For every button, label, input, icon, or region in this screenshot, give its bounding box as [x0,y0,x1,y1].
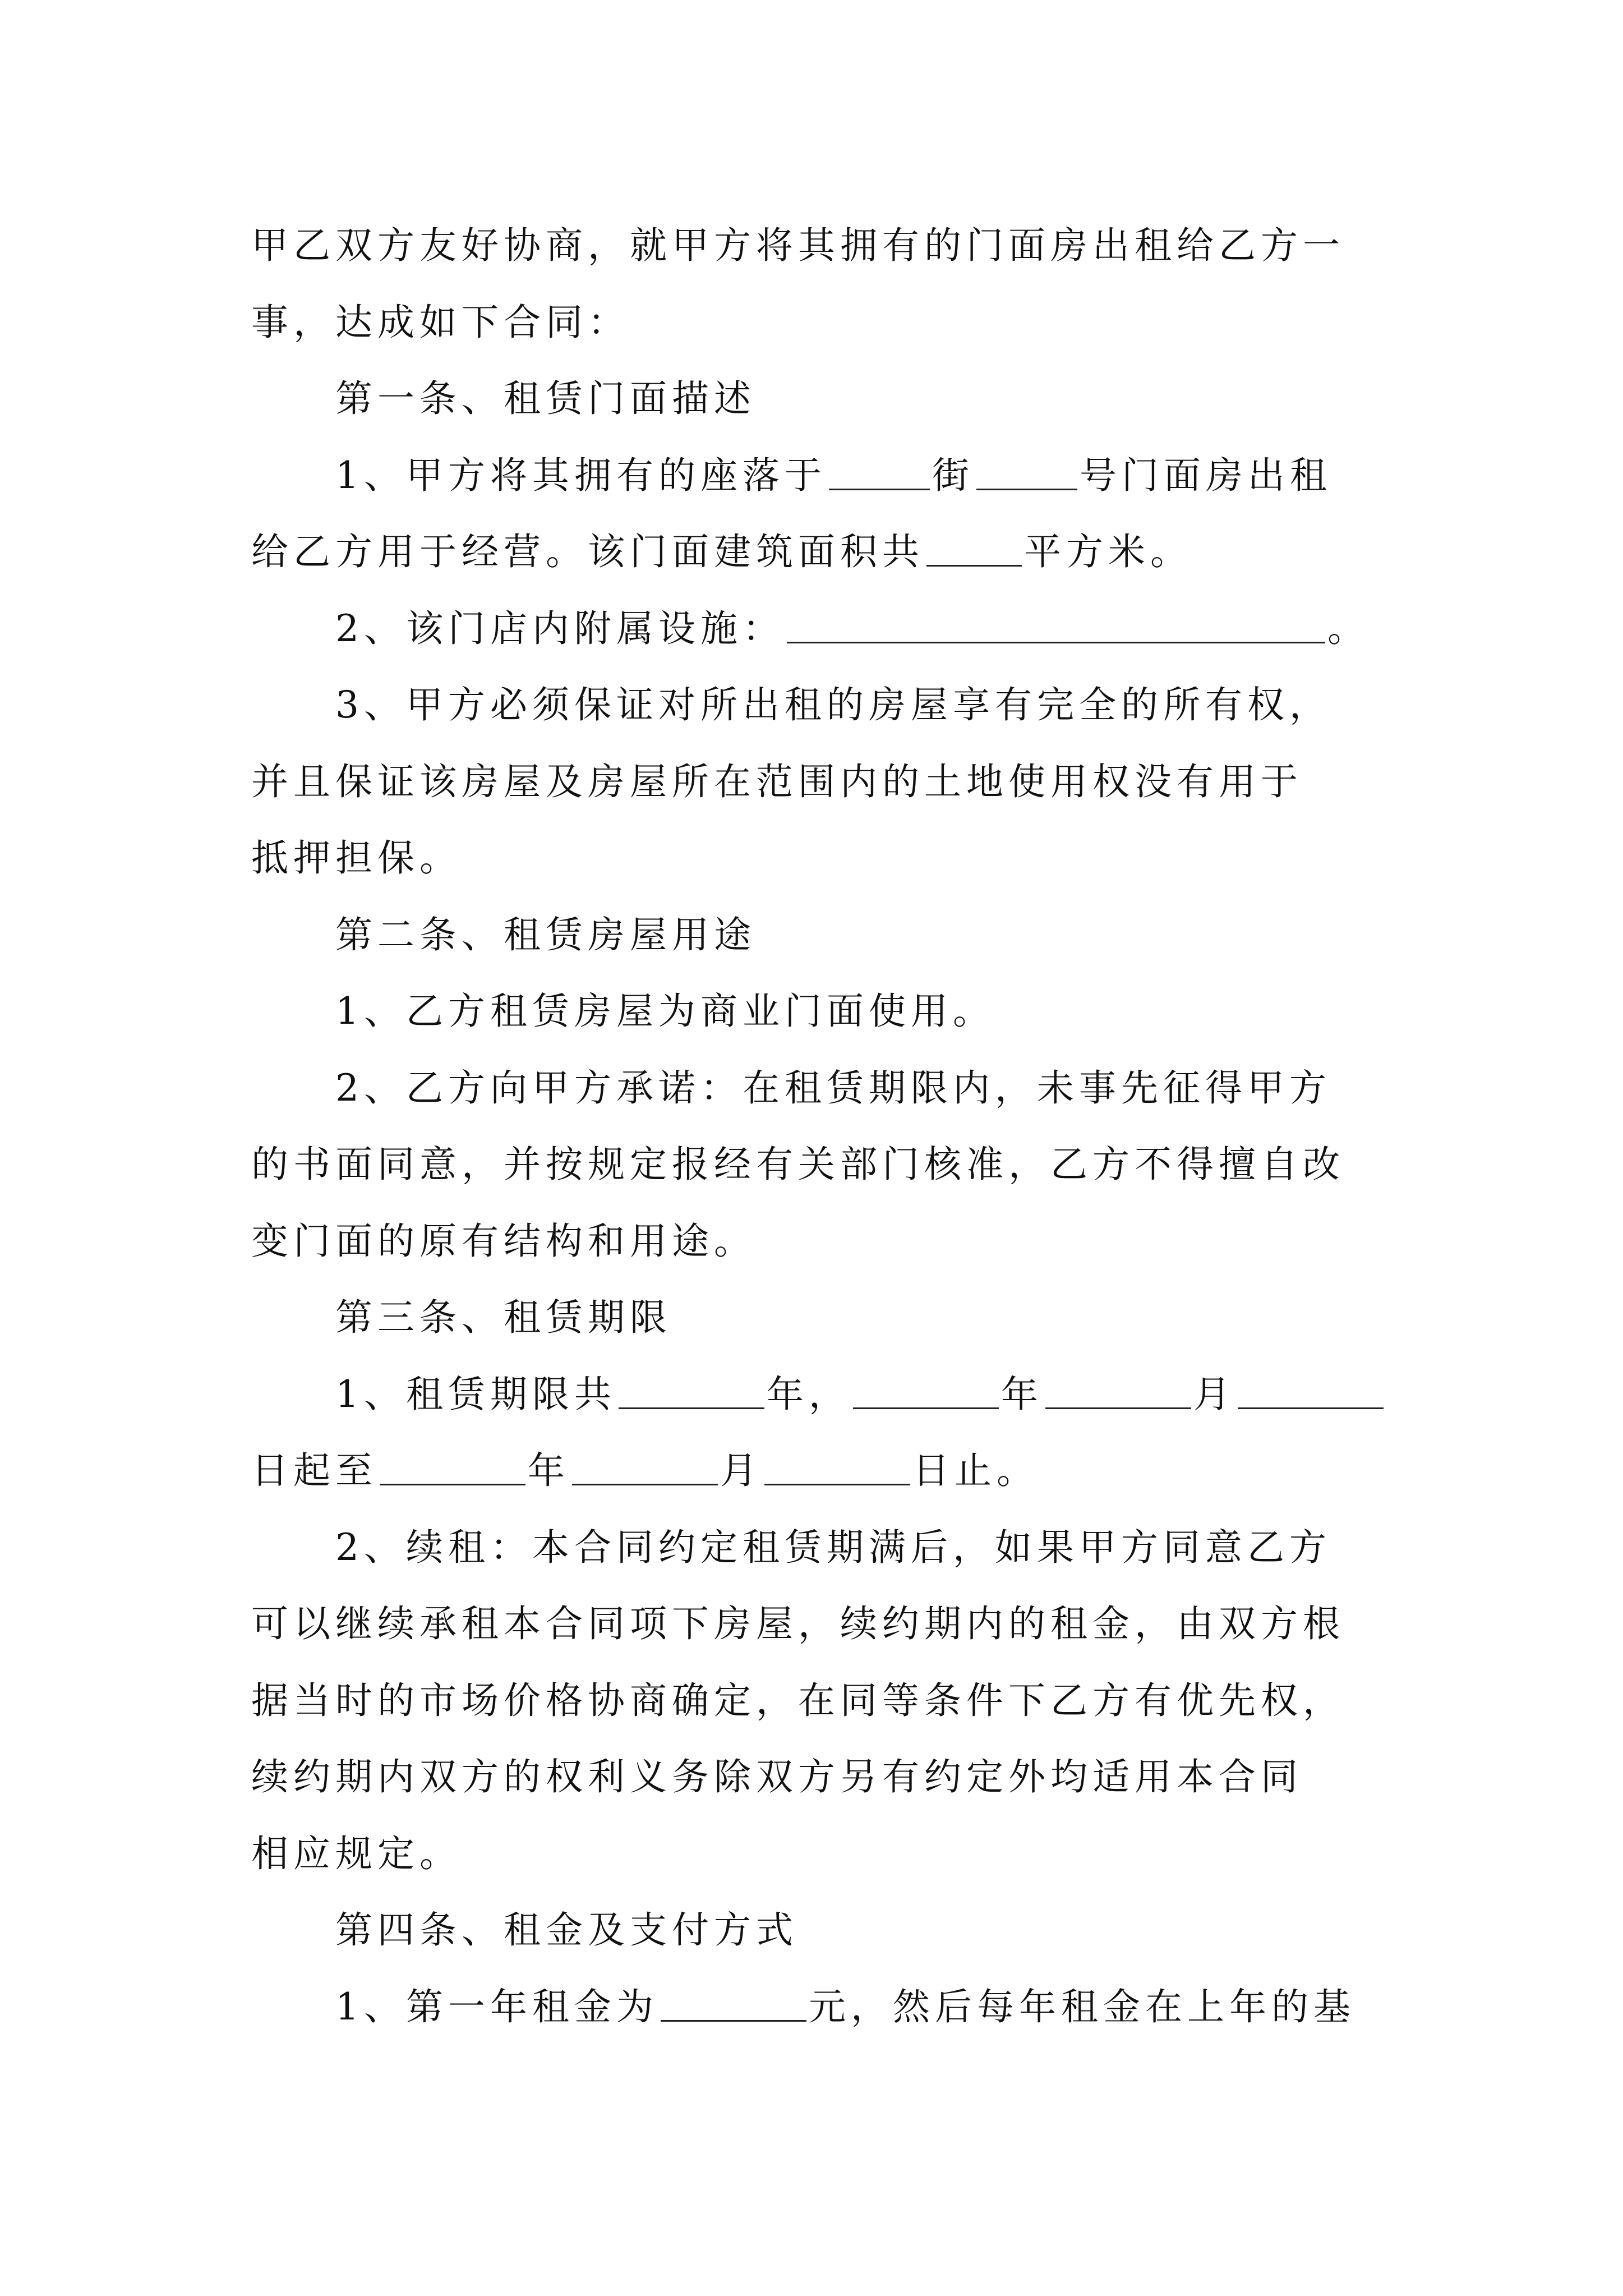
paragraph-line [251,438,1384,514]
article-heading: 第一条、租赁门面描述 [335,377,756,420]
article-heading: 第三条、租赁期限 [335,1296,672,1339]
text-segment: 号门面房出租 [1080,453,1332,497]
paragraph-line [251,1356,1384,1433]
blank-field[interactable] [1045,1368,1191,1409]
text-segment: 元，然后每年租金在上年的基 [809,1985,1355,2028]
paragraph-line: 甲乙双方友好协商，就甲方将其拥有的门面房出租给乙方一 [251,224,1345,267]
text-segment: 日起至 [251,1449,377,1492]
text-segment: 1、租赁期限共 [335,1372,616,1416]
paragraph-line: 可以继续承租本合同项下房屋，续约期内的租金，由双方根 [251,1602,1345,1645]
article-heading: 第四条、租金及支付方式 [335,1908,798,1952]
text-segment: 1、第一年租金为 [335,1985,658,2028]
paragraph-line: 2、续租：本合同约定租赁期满后，如果甲方同意乙方 [335,1525,1331,1569]
blank-field[interactable] [926,526,1022,567]
text-segment: 年 [528,1449,570,1492]
article-heading: 第二条、租赁房屋用途 [335,913,756,956]
text-segment: 年， [767,1372,851,1416]
blank-field[interactable] [787,602,1325,643]
blank-field[interactable] [619,1368,764,1409]
paragraph-line: 并且保证该房屋及房屋所在范围内的土地使用权没有用于 [251,760,1303,803]
paragraph-line [251,1969,1384,2046]
contract-body [251,208,1384,2045]
text-segment: 。 [1327,606,1370,650]
text-segment: 1、甲方将其拥有的座落于 [335,453,827,497]
paragraph-line: 相应规定。 [251,1832,462,1875]
blank-field[interactable] [661,1981,806,2022]
paragraph-line [251,1433,1384,1510]
blank-field[interactable] [380,1444,525,1485]
text-segment: 年 [1001,1372,1043,1416]
text-segment: 街 [932,453,974,497]
paragraph-line: 变门面的原有结构和用途。 [251,1219,756,1263]
paragraph-line: 的书面同意，并按规定报经有关部门核准，乙方不得擅自改 [251,1143,1345,1186]
text-segment: 日止。 [912,1449,1039,1492]
text-segment: 平方米。 [1024,530,1192,573]
paragraph-line: 3、甲方必须保证对所出租的房屋享有完全的所有权， [335,683,1331,726]
paragraph-line: 续约期内双方的权利义务除双方另有约定外均适用本合同 [251,1755,1303,1798]
blank-field[interactable] [976,449,1077,490]
paragraph-line: 据当时的市场价格协商确定，在同等条件下乙方有优先权， [251,1678,1345,1722]
blank-field[interactable] [764,1444,910,1485]
blank-field[interactable] [853,1368,999,1409]
text-segment: 2、该门店内附属设施： [335,606,785,650]
paragraph-line: 事，达成如下合同： [251,300,630,344]
paragraph-line: 1、乙方租赁房屋为商业门面使用。 [335,990,995,1033]
paragraph-line: 抵押担保。 [251,836,462,880]
paragraph-line: 2、乙方向甲方承诺：在租赁期限内，未事先征得甲方 [335,1066,1331,1110]
text-segment: 月 [720,1449,762,1492]
paragraph-line [251,591,1384,668]
blank-field[interactable] [1238,1368,1384,1409]
blank-field[interactable] [572,1444,718,1485]
paragraph-line [251,514,1384,591]
text-segment: 给乙方用于经营。该门面建筑面积共 [251,530,924,573]
text-segment: 月 [1193,1372,1235,1416]
blank-field[interactable] [829,449,930,490]
